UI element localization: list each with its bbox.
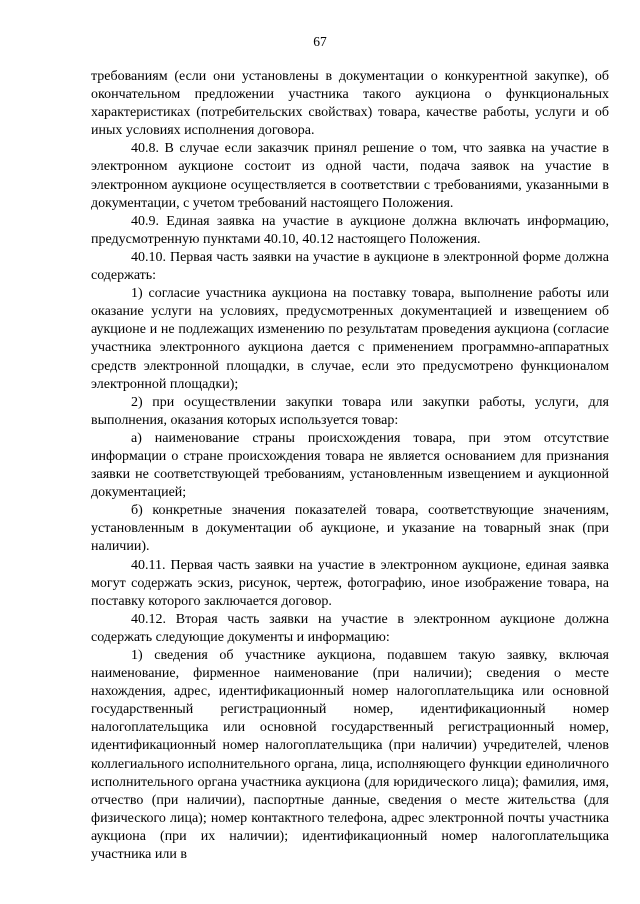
- paragraph-40-9: 40.9. Единая заявка на участие в аукционе должна включать информацию, предусмотренную пунктами 40.10, 40.12 настоящего Положения.: [91, 213, 609, 247]
- paragraph-40-8: 40.8. В случае если заказчик принял решение о том, что заявка на участие в электронном аукционе состоит из одной части, подача заявок на участие в электронном аукционе осуществляется в соответствии с требованиями, указанными в документации, с учетом требований настоящего Положения.: [91, 141, 609, 211]
- document-body: [91, 68, 609, 864]
- list-item-1-participant-info: 1) сведения об участнике аукциона, подавшем такую заявку, включая наименование, фирменное наименование (при наличии); сведения о месте нахождения, адрес, идентификационный номер налогоплательщика или основной государственный регистрационный номер, идентификационный номер налогоплательщика или основной государственный регистрационный номер, идентификационный номер налогоплательщика (при наличии) учредителей, членов коллегиального исполнительного органа, лица, исполняющего функции единоличного исполнительного органа участника аукциона (для юридического лица); фамилия, имя, отчество (при наличии), паспортные данные, сведения о месте жительства (для физического лица); номер контактного телефона, адрес электронной почты участника аукциона (при их наличии); идентификационный номер налогоплательщика участника или в: [91, 648, 609, 863]
- paragraph-continuation: требованиям (если они установлены в документации о конкурентной закупке), об окончательном предложении участника такого аукциона о функциональных характеристиках (потребительских свойствах) товара, качестве работы, услуги и об иных условиях исполнения договора.: [91, 69, 609, 139]
- list-item-1: 1) согласие участника аукциона на поставку товара, выполнение работы или оказание услуги на условиях, предусмотренных документацией и извещением об аукционе и не подлежащих изменению по результатам проведения аукциона (согласие участника электронного аукциона дается с применением программно-аппаратных средств электронной площадки, в случае, если это предусмотрено функционалом электронной площадки);: [91, 286, 609, 392]
- paragraph-40-12: 40.12. Вторая часть заявки на участие в электронном аукционе должна содержать следующие документы и информацию:: [91, 611, 609, 645]
- page-number: 67: [313, 34, 327, 49]
- sub-item-a: а) наименование страны происхождения товара, при этом отсутствие информации о стране происхождения товара не является основанием для признания заявки не соответствующей требованиям, установленным извещением и аукционной документацией;: [91, 430, 609, 501]
- paragraph-40-11: 40.11. Первая часть заявки на участие в электронном аукционе, единая заявка могут содержать эскиз, рисунок, чертеж, фотографию, иное изображение товара, на поставку которого заключается договор.: [91, 557, 609, 609]
- list-item-2: 2) при осуществлении закупки товара или закупки работы, услуги, для выполнения, оказания которых используется товар:: [91, 394, 609, 428]
- sub-item-b: б) конкретные значения показателей товара, соответствующие значениям, установленным в документации об аукционе, и указание на товарный знак (при наличии).: [91, 503, 609, 555]
- paragraph-40-10: 40.10. Первая часть заявки на участие в аукционе в электронной форме должна содержать:: [91, 249, 609, 284]
